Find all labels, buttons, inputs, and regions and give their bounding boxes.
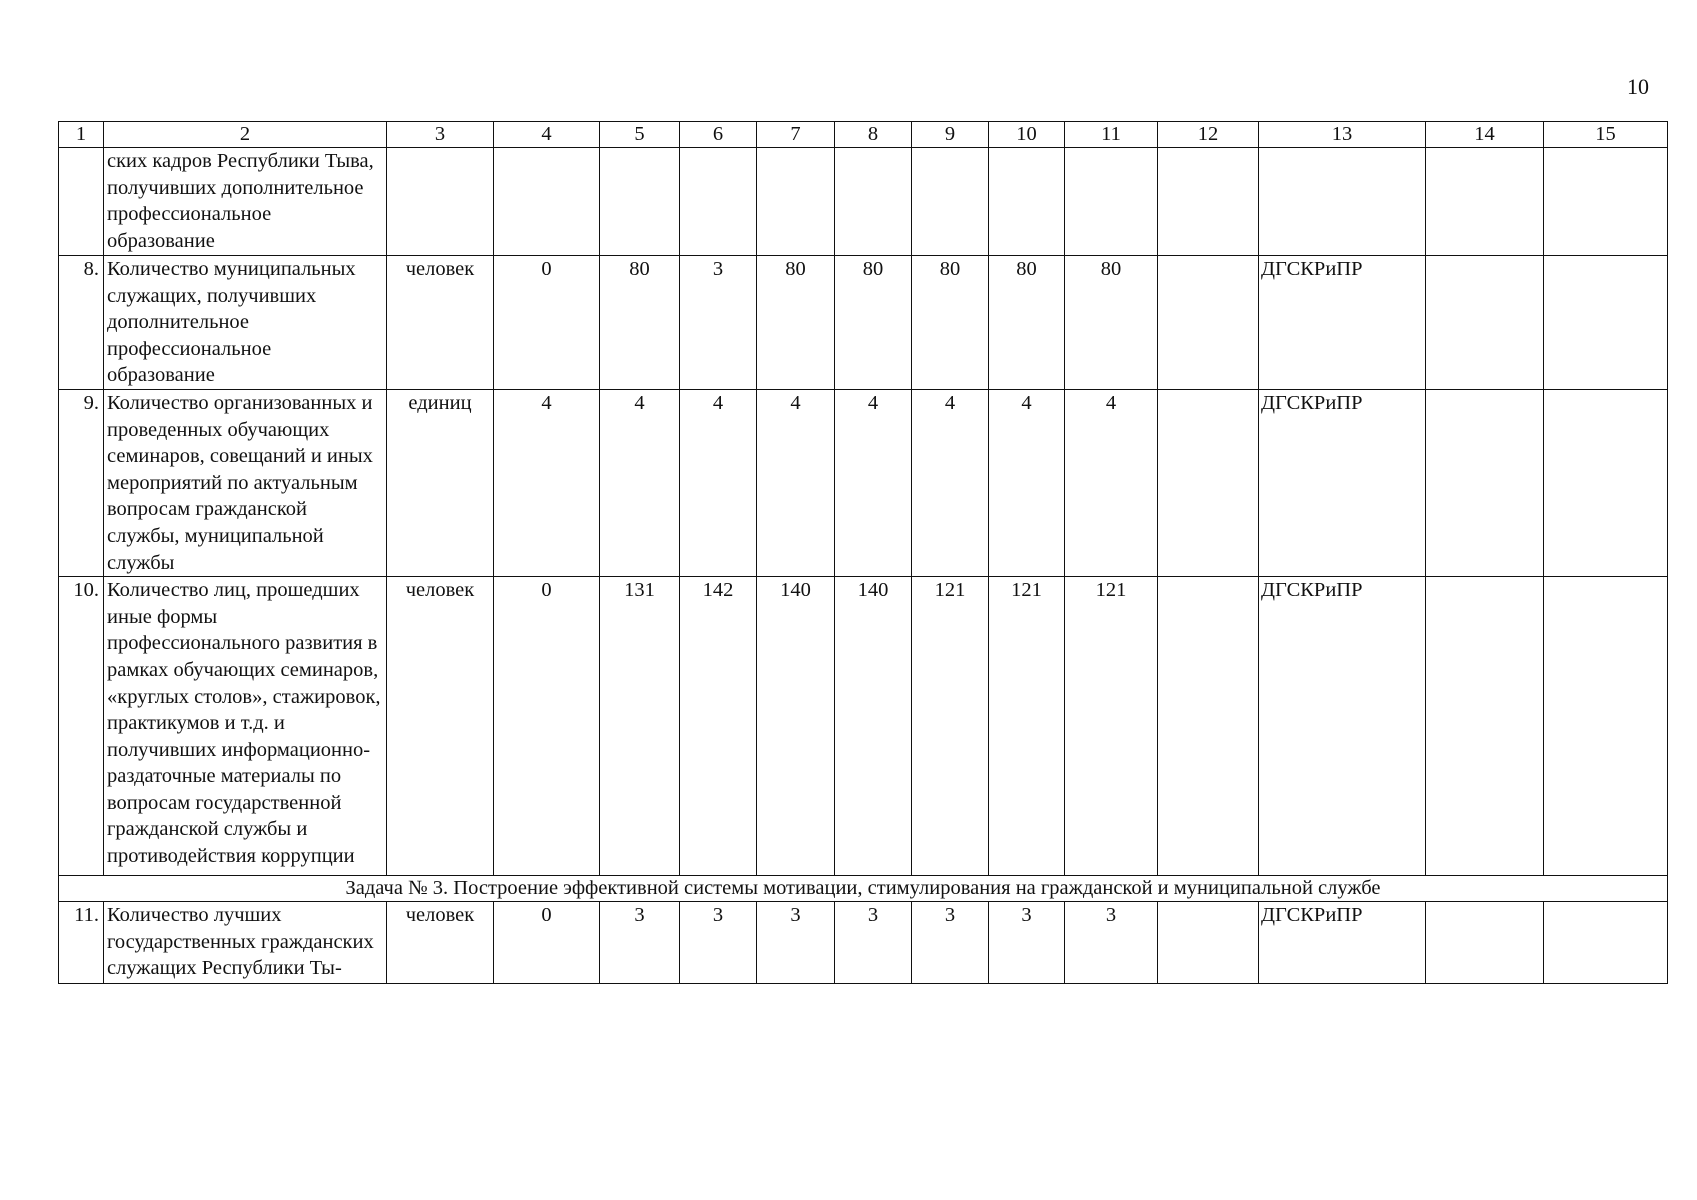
unit-cell: человек: [387, 256, 494, 390]
empty-cell: [1426, 256, 1544, 390]
header-cell: 2: [104, 122, 387, 148]
empty-cell: [1426, 577, 1544, 876]
value-cell: 4: [680, 389, 757, 576]
empty-cell: [1544, 256, 1668, 390]
empty-cell: [1158, 902, 1259, 984]
value-cell: [835, 148, 912, 256]
header-cell: 3: [387, 122, 494, 148]
indicator-table: [58, 121, 1668, 984]
unit-cell: человек: [387, 902, 494, 984]
empty-cell: [1426, 389, 1544, 576]
header-cell: 8: [835, 122, 912, 148]
header-cell: 7: [757, 122, 835, 148]
row-number: [59, 148, 104, 256]
value-cell: 80: [757, 256, 835, 390]
header-cell: 1: [59, 122, 104, 148]
value-cell: [680, 148, 757, 256]
empty-cell: [1544, 902, 1668, 984]
value-cell: 131: [600, 577, 680, 876]
value-cell: [494, 148, 600, 256]
value-cell: 80: [835, 256, 912, 390]
value-cell: [912, 148, 989, 256]
row-number: 10.: [59, 577, 104, 876]
header-cell: 11: [1065, 122, 1158, 148]
row-number: 9.: [59, 389, 104, 576]
empty-cell: [1544, 389, 1668, 576]
value-cell: 4: [494, 389, 600, 576]
value-cell: 3: [912, 902, 989, 984]
row-number: 8.: [59, 256, 104, 390]
indicator-name: Количество организованных и проведенных обучающих семинаров, совещаний и иных мероприятий по актуальным вопросам гражданской службы, муниципальной службы: [104, 389, 387, 576]
value-cell: 3: [989, 902, 1065, 984]
indicator-name: ских кадров Республики Тыва, получивших дополнительное профессиональное образование: [104, 148, 387, 256]
value-cell: 140: [757, 577, 835, 876]
empty-cell: [1158, 577, 1259, 876]
section-row: [59, 876, 1668, 902]
empty-cell: [1426, 902, 1544, 984]
responsible-cell: ДГСКРиПР: [1259, 577, 1426, 876]
value-cell: 4: [989, 389, 1065, 576]
value-cell: 3: [600, 902, 680, 984]
header-cell: 5: [600, 122, 680, 148]
header-cell: 14: [1426, 122, 1544, 148]
value-cell: 3: [835, 902, 912, 984]
value-cell: 0: [494, 577, 600, 876]
value-cell: 0: [494, 256, 600, 390]
value-cell: 80: [1065, 256, 1158, 390]
responsible-cell: ДГСКРиПР: [1259, 389, 1426, 576]
value-cell: 142: [680, 577, 757, 876]
header-cell: 10: [989, 122, 1065, 148]
value-cell: [989, 148, 1065, 256]
table-row: [59, 256, 1668, 390]
empty-cell: [1158, 256, 1259, 390]
table-row: [59, 902, 1668, 984]
value-cell: 121: [989, 577, 1065, 876]
value-cell: 4: [757, 389, 835, 576]
value-cell: 80: [600, 256, 680, 390]
responsible-cell: ДГСКРиПР: [1259, 256, 1426, 390]
indicator-name: Количество лиц, прошедших иные формы профессионального развития в рамках обучающих семинаров, «круглых столов», стажировок, практикумов и т.д. и получивших информационно-раздаточные материалы по вопросам государственной гражданской службы и противодействия коррупции: [104, 577, 387, 876]
empty-cell: [1544, 577, 1668, 876]
value-cell: 0: [494, 902, 600, 984]
value-cell: 3: [1065, 902, 1158, 984]
empty-cell: [1544, 148, 1668, 256]
responsible-cell: [1259, 148, 1426, 256]
value-cell: 4: [912, 389, 989, 576]
value-cell: [1065, 148, 1158, 256]
header-cell: 9: [912, 122, 989, 148]
value-cell: 4: [1065, 389, 1158, 576]
table-row: [59, 577, 1668, 876]
value-cell: [600, 148, 680, 256]
header-cell: 4: [494, 122, 600, 148]
header-cell: 15: [1544, 122, 1668, 148]
header-cell: 6: [680, 122, 757, 148]
unit-cell: [387, 148, 494, 256]
indicator-name: Количество муниципальных служащих, получивших дополнительное профессиональное образование: [104, 256, 387, 390]
value-cell: 3: [757, 902, 835, 984]
value-cell: 3: [680, 902, 757, 984]
table-row: [59, 389, 1668, 576]
empty-cell: [1426, 148, 1544, 256]
value-cell: 4: [835, 389, 912, 576]
header-row: [59, 122, 1668, 148]
value-cell: 140: [835, 577, 912, 876]
empty-cell: [1158, 148, 1259, 256]
value-cell: 4: [600, 389, 680, 576]
value-cell: 80: [912, 256, 989, 390]
row-number: 11.: [59, 902, 104, 984]
value-cell: 3: [680, 256, 757, 390]
value-cell: 121: [912, 577, 989, 876]
header-cell: 12: [1158, 122, 1259, 148]
table-row: [59, 148, 1668, 256]
unit-cell: единиц: [387, 389, 494, 576]
responsible-cell: ДГСКРиПР: [1259, 902, 1426, 984]
header-cell: 13: [1259, 122, 1426, 148]
value-cell: [757, 148, 835, 256]
value-cell: 121: [1065, 577, 1158, 876]
unit-cell: человек: [387, 577, 494, 876]
value-cell: 80: [989, 256, 1065, 390]
section-title: Задача № 3. Построение эффективной системы мотивации, стимулирования на гражданской и муниципальной службе: [59, 876, 1668, 902]
indicator-name: Количество лучших государственных гражданских служащих Республики Ты-: [104, 902, 387, 984]
page-number: 10: [1627, 74, 1649, 99]
empty-cell: [1158, 389, 1259, 576]
